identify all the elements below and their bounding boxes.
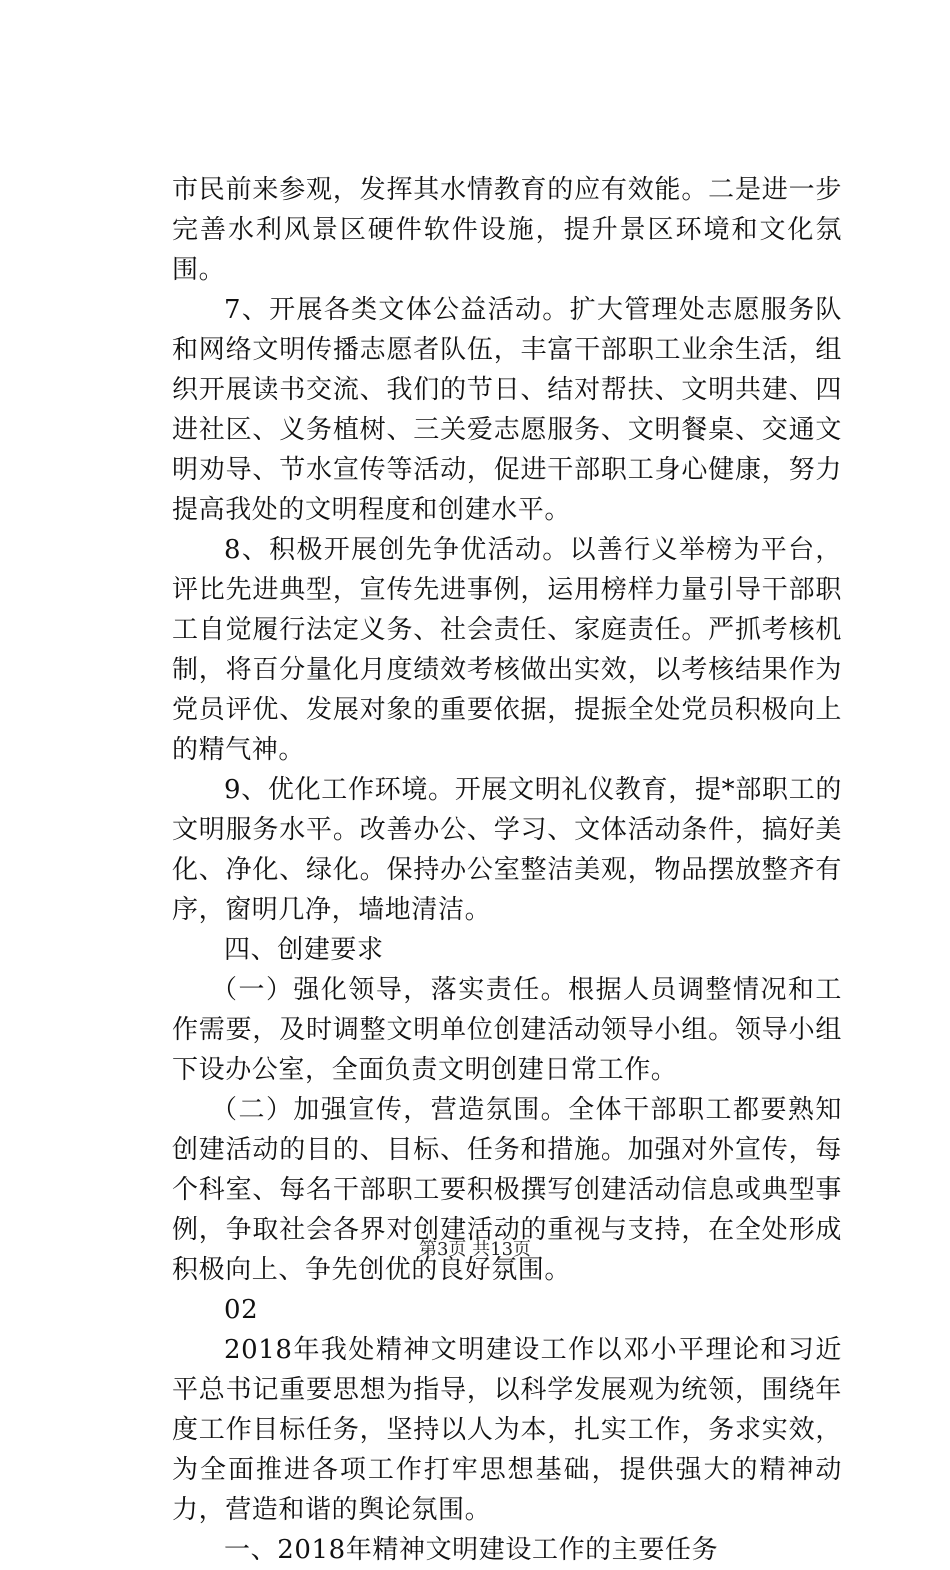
section-heading-requirements: 四、创建要求 (224, 935, 384, 965)
paragraph-1: 市民前来参观，发挥其水情教育的应有效能。二是进一步完善水利风景区硬件软件设施，提升景区环境和文化氛围。 (172, 175, 842, 285)
paragraph-item-8: 8、积极开展创先争优活动。以善行义举榜为平台，评比先进典型，宣传先进事例，运用榜样力量引导干部职工自觉履行法定义务、社会责任、家庭责任。严抓考核机制，将百分量化月度绩效考核做出实效，以考核结果作为党员评优、发展对象的重要依据，提振全处党员积极向上的精气神。 (172, 535, 842, 765)
paragraph-requirement-1: （一）强化领导，落实责任。根据人员调整情况和工作需要，及时调整文明单位创建活动领导小组。领导小组下设办公室，全面负责文明创建日常工作。 (172, 975, 842, 1085)
paragraph-item-7: 7、开展各类文体公益活动。扩大管理处志愿服务队和网络文明传播志愿者队伍，丰富干部职工业余生活，组织开展读书交流、我们的节日、结对帮扶、文明共建、四进社区、义务植树、三关爱志愿服务、文明餐桌、交通文明劝导、节水宣传等活动，促进干部职工身心健康，努力提高我处的文明程度和创建水平。 (172, 295, 842, 525)
section-number-02: 02 (224, 1295, 259, 1325)
paragraph-item-9: 9、优化工作环境。开展文明礼仪教育，提*部职工的文明服务水平。改善办公、学习、文体活动条件，搞好美化、净化、绿化。保持办公室整洁美观，物品摆放整齐有序，窗明几净，墙地清洁。 (172, 775, 842, 925)
document-body (172, 170, 842, 1570)
paragraph-2018-intro: 2018年我处精神文明建设工作以邓小平理论和习近平总书记重要思想为指导，以科学发展观为统领，围绕年度工作目标任务，坚持以人为本，扎实工作，务求实效，为全面推进各项工作打牢思想基础，提供强大的精神动力，营造和谐的舆论氛围。 (172, 1335, 842, 1525)
page-footer (0, 1238, 950, 1262)
page-number-label: 第3页 共13页 (418, 1239, 532, 1260)
paragraph-requirement-2: （二）加强宣传，营造氛围。全体干部职工都要熟知创建活动的目的、目标、任务和措施。加强对外宣传，每个科室、每名干部职工要积极撰写创建活动信息或典型事例，争取社会各界对创建活动的重视与支持，在全处形成积极向上、争先创优的良好氛围。 (172, 1095, 842, 1285)
section-heading-main-tasks: 一、2018年精神文明建设工作的主要任务 (224, 1535, 719, 1565)
